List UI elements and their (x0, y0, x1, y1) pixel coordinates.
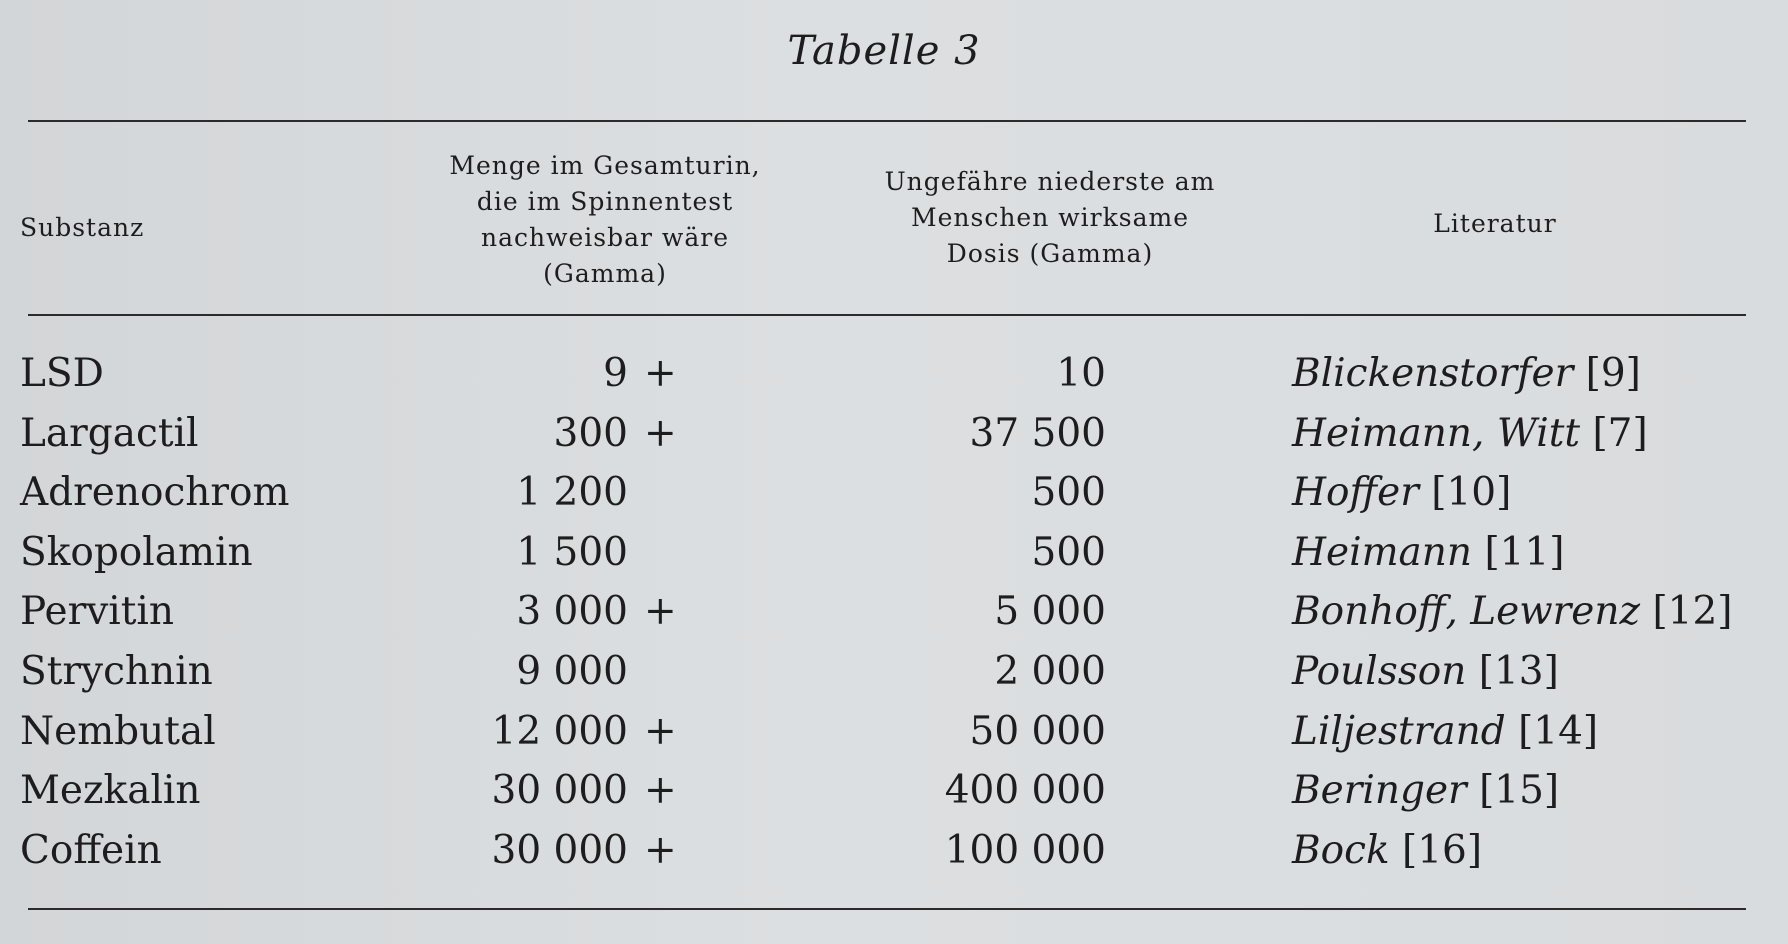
cell-author: Bock (1292, 827, 1390, 873)
cell-plus-marker: + (644, 708, 677, 754)
cell-literatur (1292, 761, 1559, 820)
cell-ref: [14] (1518, 708, 1599, 754)
header-substanz: Substanz (20, 213, 145, 242)
cell-plus-marker: + (644, 410, 677, 456)
cell-menge: 30 000 (491, 827, 628, 873)
top-rule (28, 120, 1746, 122)
cell-ref: [15] (1479, 768, 1560, 814)
cell-plus-marker: + (644, 768, 677, 814)
header-dosis-line: Menschen wirksame (911, 203, 1189, 232)
cell-dosis: 37 500 (969, 410, 1106, 456)
cell-dosis: 50 000 (969, 708, 1106, 754)
table-row (0, 821, 1788, 881)
cell-substanz: Largactil (20, 410, 199, 456)
cell-literatur (1292, 702, 1598, 761)
cell-author: Poulsson (1292, 648, 1467, 694)
cell-menge: 1 200 (516, 470, 628, 516)
cell-dosis: 5 000 (994, 589, 1106, 635)
header-rule (28, 314, 1746, 316)
bottom-rule (28, 908, 1746, 910)
cell-dosis: 10 (1056, 351, 1106, 396)
cell-ref: [7] (1592, 410, 1648, 456)
cell-author: Heimann, Witt (1292, 410, 1581, 456)
cell-plus-marker: + (644, 827, 677, 873)
cell-dosis: 500 (1031, 470, 1106, 516)
header-menge-line: nachweisbar wäre (481, 223, 729, 252)
cell-menge: 3 000 (516, 589, 628, 635)
header-dosis-line: Dosis (Gamma) (946, 239, 1154, 268)
cell-author: Blickenstorfer (1292, 351, 1574, 396)
cell-dosis: 400 000 (944, 768, 1106, 814)
header-menge-line: Menge im Gesamturin, (449, 151, 761, 180)
cell-literatur (1292, 463, 1511, 522)
cell-ref: [12] (1652, 589, 1733, 635)
table-row (0, 582, 1788, 642)
cell-menge: 30 000 (491, 768, 628, 814)
header-dosis (850, 164, 1250, 272)
cell-substanz: Nembutal (20, 708, 216, 754)
cell-substanz: Skopolamin (20, 529, 253, 575)
cell-substanz: Pervitin (20, 589, 174, 635)
cell-plus-marker: + (644, 589, 677, 635)
cell-author: Heimann (1292, 529, 1473, 575)
cell-plus-marker: + (644, 351, 677, 396)
table-row (0, 404, 1788, 464)
cell-substanz: Adrenochrom (20, 470, 290, 516)
cell-author: Beringer (1292, 768, 1467, 814)
cell-ref: [9] (1585, 351, 1641, 396)
cell-substanz: LSD (20, 351, 104, 396)
cell-ref: [13] (1478, 648, 1559, 694)
cell-ref: [16] (1402, 827, 1483, 873)
header-menge-line: die im Spinnentest (476, 187, 734, 216)
cell-dosis: 100 000 (944, 827, 1106, 873)
cell-substanz: Strychnin (20, 648, 213, 694)
cell-menge: 9 000 (516, 648, 628, 694)
table-row (0, 463, 1788, 523)
cell-literatur (1292, 821, 1482, 880)
cell-menge: 9 (603, 351, 628, 396)
table-body (0, 344, 1788, 880)
cell-literatur (1292, 404, 1648, 463)
cell-menge: 1 500 (516, 529, 628, 575)
table-row (0, 344, 1788, 404)
header-menge-line: (Gamma) (543, 259, 667, 288)
table-row (0, 702, 1788, 762)
cell-dosis: 2 000 (994, 648, 1106, 694)
cell-substanz: Mezkalin (20, 768, 201, 814)
table-row (0, 761, 1788, 821)
table-title: Tabelle 3 (787, 28, 981, 74)
cell-literatur (1292, 582, 1733, 641)
cell-author: Liljestrand (1292, 708, 1506, 754)
table-row (0, 523, 1788, 583)
cell-author: Hoffer (1292, 470, 1419, 516)
cell-literatur (1292, 523, 1565, 582)
header-literatur: Literatur (1433, 209, 1557, 238)
cell-literatur (1292, 642, 1559, 701)
header-menge (400, 148, 810, 292)
cell-literatur (1292, 344, 1641, 403)
cell-menge: 12 000 (491, 708, 628, 754)
cell-ref: [11] (1484, 529, 1565, 575)
table-row (0, 642, 1788, 702)
header-dosis-line: Ungefähre niederste am (884, 167, 1216, 196)
cell-substanz: Coffein (20, 827, 162, 873)
cell-menge: 300 (553, 410, 628, 456)
cell-ref: [10] (1431, 470, 1512, 516)
cell-dosis: 500 (1031, 529, 1106, 575)
cell-author: Bonhoff, Lewrenz (1292, 589, 1641, 635)
